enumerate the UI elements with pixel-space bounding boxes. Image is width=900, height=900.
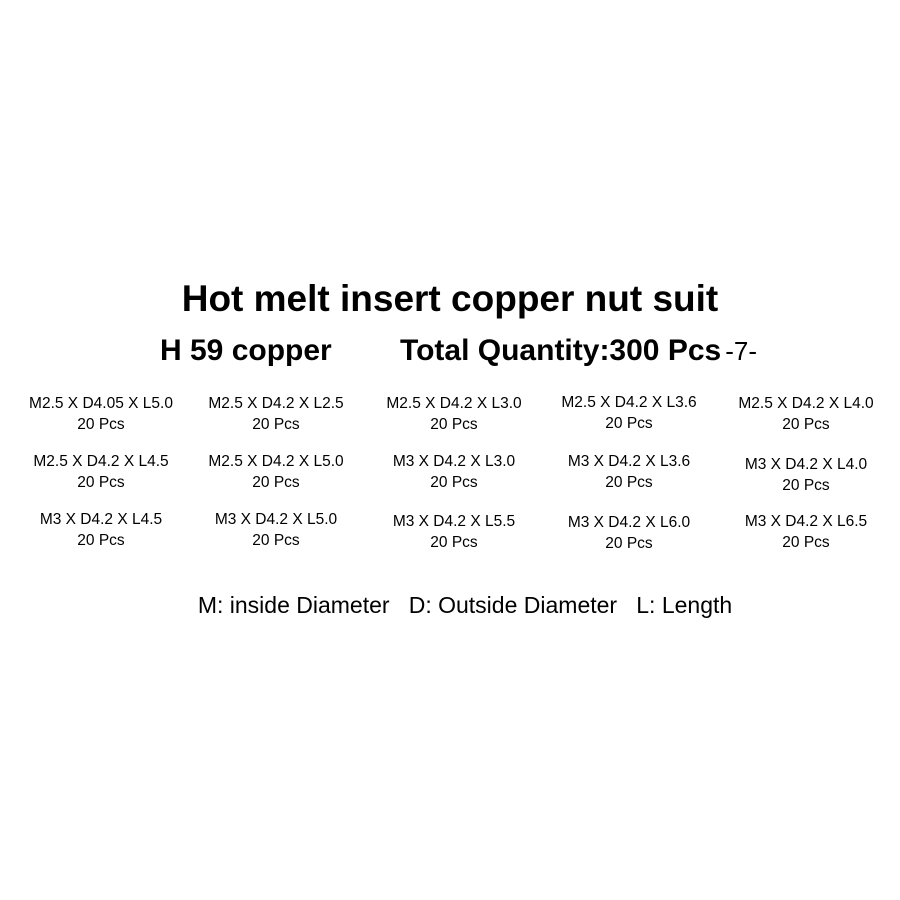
spec-quantity: 20 Pcs: [782, 416, 830, 433]
spec-size: M2.5 X D4.2 X L4.5: [33, 453, 169, 470]
spec-quantity: 20 Pcs: [430, 534, 478, 551]
spec-quantity: 20 Pcs: [605, 474, 653, 491]
spec-item: [12, 509, 190, 551]
spec-item: [540, 451, 718, 493]
total-quantity-line: [400, 332, 757, 370]
spec-item: [717, 511, 895, 553]
spec-quantity: 20 Pcs: [252, 416, 300, 433]
spec-size: M3 X D4.2 X L6.0: [567, 514, 691, 531]
spec-size: M2.5 X D4.2 X L4.0: [738, 395, 874, 412]
spec-item: [365, 451, 543, 493]
spec-quantity: 20 Pcs: [605, 535, 653, 552]
spec-size: M3 X D4.2 X L4.5: [39, 511, 163, 528]
spec-quantity: 20 Pcs: [252, 532, 300, 549]
spec-quantity: 20 Pcs: [252, 474, 300, 491]
spec-size: M3 X D4.2 X L5.5: [392, 513, 516, 530]
page-tag: -7-: [725, 336, 757, 366]
spec-size: M2.5 X D4.2 X L3.6: [561, 394, 697, 411]
spec-size: M2.5 X D4.2 X L2.5: [208, 395, 344, 412]
spec-quantity: 20 Pcs: [430, 474, 478, 491]
spec-size: M3 X D4.2 X L6.5: [744, 513, 868, 530]
spec-size: M2.5 X D4.2 X L3.0: [386, 395, 522, 412]
spec-item: [187, 451, 365, 493]
spec-item: [365, 393, 543, 435]
spec-quantity: 20 Pcs: [782, 534, 830, 551]
spec-item: [187, 393, 365, 435]
page-title: Hot melt insert copper nut suit: [181, 278, 719, 319]
spec-item: [12, 451, 190, 493]
spec-size: M3 X D4.2 X L4.0: [744, 456, 868, 473]
spec-item: [717, 393, 895, 435]
spec-quantity: 20 Pcs: [77, 474, 125, 491]
spec-item: [12, 393, 190, 435]
spec-quantity: 20 Pcs: [782, 477, 830, 494]
spec-size: M3 X D4.2 X L5.0: [214, 511, 338, 528]
total-quantity: Total Quantity:300 Pcs: [400, 334, 722, 367]
spec-size: M2.5 X D4.2 X L5.0: [208, 453, 344, 470]
spec-item: [540, 512, 718, 554]
spec-quantity: 20 Pcs: [605, 415, 653, 432]
spec-quantity: 20 Pcs: [77, 532, 125, 549]
spec-quantity: 20 Pcs: [77, 416, 125, 433]
spec-size: M2.5 X D4.05 X L5.0: [29, 395, 173, 412]
spec-quantity: 20 Pcs: [430, 416, 478, 433]
spec-item: [717, 454, 895, 496]
dimension-legend: M: inside Diameter D: Outside Diameter L: Length: [197, 592, 733, 618]
spec-item: [365, 511, 543, 553]
material-label: H 59 copper: [160, 334, 332, 367]
spec-item: [540, 392, 718, 434]
spec-size: M3 X D4.2 X L3.6: [567, 453, 691, 470]
spec-item: [187, 509, 365, 551]
spec-size: M3 X D4.2 X L3.0: [392, 453, 516, 470]
